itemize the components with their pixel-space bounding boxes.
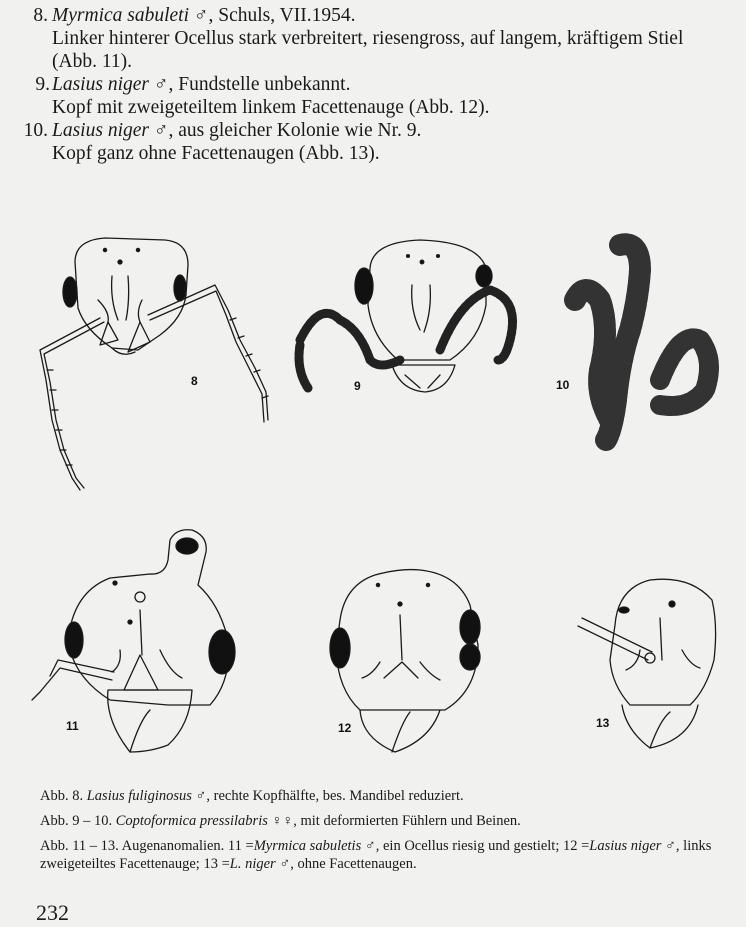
figure-label: 13 [596, 716, 610, 730]
item-description: Kopf mit zweigeteiltem linkem Facettenauge (Abb. 12). [52, 97, 490, 118]
caption-species: Coptoformica pressilabris [115, 813, 268, 829]
caption-text: ♂, links zweigeteiltes Facettenauge; 13 = [40, 838, 712, 872]
item-number: 8. [33, 5, 48, 26]
figure-label: 11 [66, 719, 79, 733]
caption-species: Lasius fuliginosus [86, 788, 192, 804]
sex-symbol: ♂ [153, 74, 169, 95]
species-name: Lasius niger [52, 74, 149, 95]
figure-10-deformed-appendage [575, 244, 709, 440]
caption-species: Lasius niger [589, 838, 662, 854]
figure-label: 9 [354, 379, 361, 393]
caption-prefix: Abb. 8. [40, 788, 84, 804]
page-number: 232 [36, 900, 69, 925]
locality: , Schuls, VII.1954. [208, 5, 356, 26]
species-name: Myrmica sabuleti [52, 5, 190, 26]
sex-symbol: ♂ [193, 5, 209, 26]
caption-abb-8 [40, 787, 730, 805]
caption-prefix: Abb. 9 – 10. [40, 813, 113, 829]
caption-text: ♂, ein Ocellus riesig und gestielt; 12 = [361, 838, 590, 854]
figure-12-ant-head [330, 570, 480, 752]
caption-text: ♀♀, mit deformierten Fühlern und Beinen. [267, 813, 521, 829]
figure-label: 8 [191, 374, 198, 388]
item-description: Kopf ganz ohne Facettenaugen (Abb. 13). [52, 143, 380, 164]
caption-text: ♂, ohne Facettenaugen. [275, 856, 417, 872]
figure-8-ant-head [40, 238, 268, 490]
caption-text: ♂, rechte Kopfhälfte, bes. Mandibel reduziert. [191, 788, 464, 804]
figure-captions [40, 787, 730, 880]
caption-abb-11-13 [40, 837, 730, 873]
species-name: Lasius niger [52, 120, 149, 141]
locality: , Fundstelle unbekannt. [168, 74, 351, 95]
sex-symbol: ♂ [153, 120, 169, 141]
item-number: 9. [35, 74, 50, 95]
figure-label: 10 [556, 378, 570, 392]
item-description: Linker hinterer Ocellus stark verbreitert, riesengross, auf langem, kräftigem Stiel (Abb. 11). [52, 28, 684, 72]
figure-11-ant-head [32, 530, 235, 752]
locality: , aus gleicher Kolonie wie Nr. 9. [168, 120, 422, 141]
caption-species: L. niger [229, 856, 276, 872]
figure-label: 12 [338, 721, 352, 735]
caption-prefix: Abb. 11 – 13. Augenanomalien. 11 = [40, 838, 254, 854]
figure-9-ant-head [299, 240, 513, 392]
caption-species: Myrmica sabuletis [253, 838, 362, 854]
caption-abb-9-10 [40, 812, 730, 830]
item-number: 10. [23, 120, 48, 141]
